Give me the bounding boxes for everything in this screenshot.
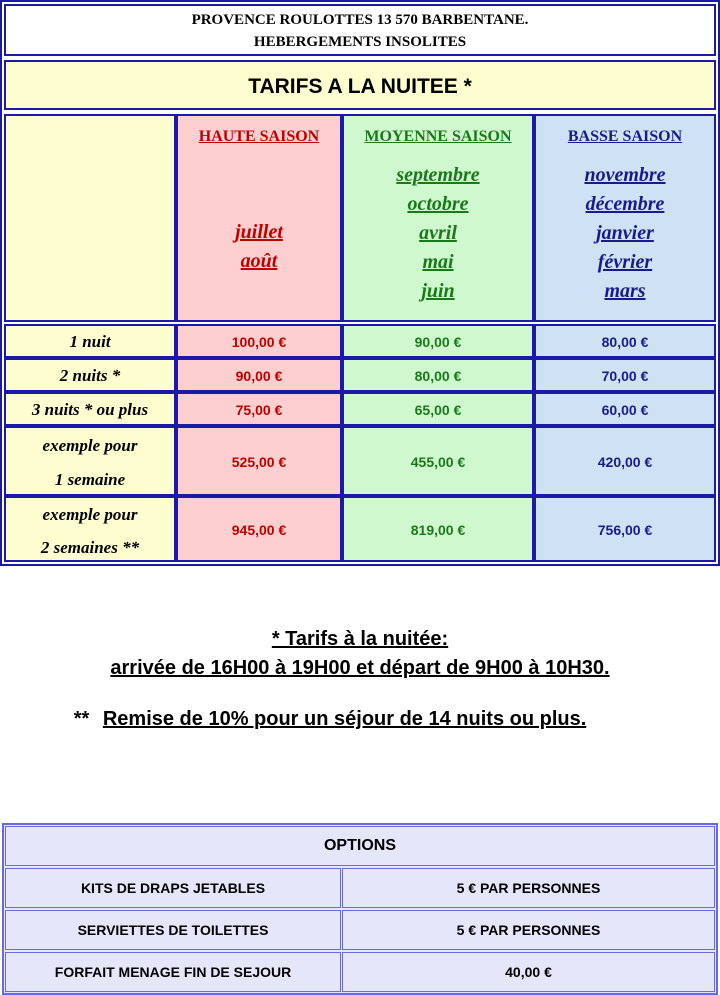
note-horaires: arrivée de 16H00 à 19H00 et départ de 9H00 à 10H30. bbox=[110, 657, 610, 679]
month: octobre bbox=[407, 193, 469, 215]
month: janvier bbox=[596, 222, 654, 244]
price-cell: 420,00 € bbox=[534, 426, 716, 496]
note-remise-marker: ** bbox=[73, 708, 90, 730]
options-title: OPTIONS bbox=[5, 826, 715, 866]
option-price: 5 € PAR PERSONNES bbox=[342, 910, 715, 950]
season-moyenne bbox=[342, 114, 534, 322]
option-price: 5 € PAR PERSONNES bbox=[342, 868, 715, 908]
month: avril bbox=[419, 222, 457, 244]
price-cell: 100,00 € bbox=[176, 324, 342, 358]
row-label: exemple pour 1 semaine bbox=[4, 426, 176, 496]
month: mai bbox=[422, 251, 454, 273]
month: février bbox=[597, 251, 653, 273]
price-cell: 90,00 € bbox=[342, 324, 534, 358]
month: septembre bbox=[396, 164, 480, 186]
price-cell: 70,00 € bbox=[534, 358, 716, 392]
season-basse bbox=[534, 114, 716, 322]
option-name: SERVIETTES DE TOILETTES bbox=[5, 910, 341, 950]
tariff-title: TARIFS A LA NUITEE * bbox=[4, 60, 716, 110]
season-haute bbox=[176, 114, 342, 322]
month: novembre bbox=[584, 164, 666, 186]
option-name: KITS DE DRAPS JETABLES bbox=[5, 868, 341, 908]
row-label: 1 nuit bbox=[4, 324, 176, 358]
price-cell: 80,00 € bbox=[342, 358, 534, 392]
price-cell: 80,00 € bbox=[534, 324, 716, 358]
price-cell: 90,00 € bbox=[176, 358, 342, 392]
season-name: HAUTE SAISON bbox=[198, 128, 320, 145]
note-tarifs: * Tarifs à la nuitée: bbox=[271, 628, 449, 650]
month: juillet bbox=[235, 221, 283, 243]
month: août bbox=[240, 250, 278, 272]
season-months bbox=[536, 161, 714, 306]
note-remise-text: Remise de 10% pour un séjour de 14 nuits ou plus. bbox=[102, 708, 587, 730]
season-name: MOYENNE SAISON bbox=[364, 128, 512, 145]
company-header bbox=[4, 4, 716, 56]
note-remise bbox=[0, 708, 720, 731]
price-cell: 819,00 € bbox=[342, 496, 534, 562]
price-cell: 525,00 € bbox=[176, 426, 342, 496]
month: décembre bbox=[585, 193, 665, 215]
season-name: BASSE SAISON bbox=[567, 128, 683, 145]
price-cell: 75,00 € bbox=[176, 392, 342, 426]
price-cell: 455,00 € bbox=[342, 426, 534, 496]
season-months bbox=[178, 218, 340, 276]
option-name: FORFAIT MENAGE FIN DE SEJOUR bbox=[5, 952, 341, 992]
price-cell: 60,00 € bbox=[534, 392, 716, 426]
month: mars bbox=[604, 280, 646, 302]
company-name: PROVENCE ROULOTTES 13 570 BARBENTANE. bbox=[191, 12, 529, 28]
season-months bbox=[344, 161, 532, 306]
price-cell: 945,00 € bbox=[176, 496, 342, 562]
company-subtitle: HEBERGEMENTS INSOLITES bbox=[253, 34, 467, 50]
row-label: 2 nuits * bbox=[4, 358, 176, 392]
season-corner-cell bbox=[4, 114, 176, 322]
row-label: 3 nuits * ou plus bbox=[4, 392, 176, 426]
row-label: exemple pour 2 semaines ** bbox=[4, 496, 176, 562]
month: juin bbox=[421, 280, 455, 302]
option-price: 40,00 € bbox=[342, 952, 715, 992]
price-cell: 756,00 € bbox=[534, 496, 716, 562]
price-cell: 65,00 € bbox=[342, 392, 534, 426]
